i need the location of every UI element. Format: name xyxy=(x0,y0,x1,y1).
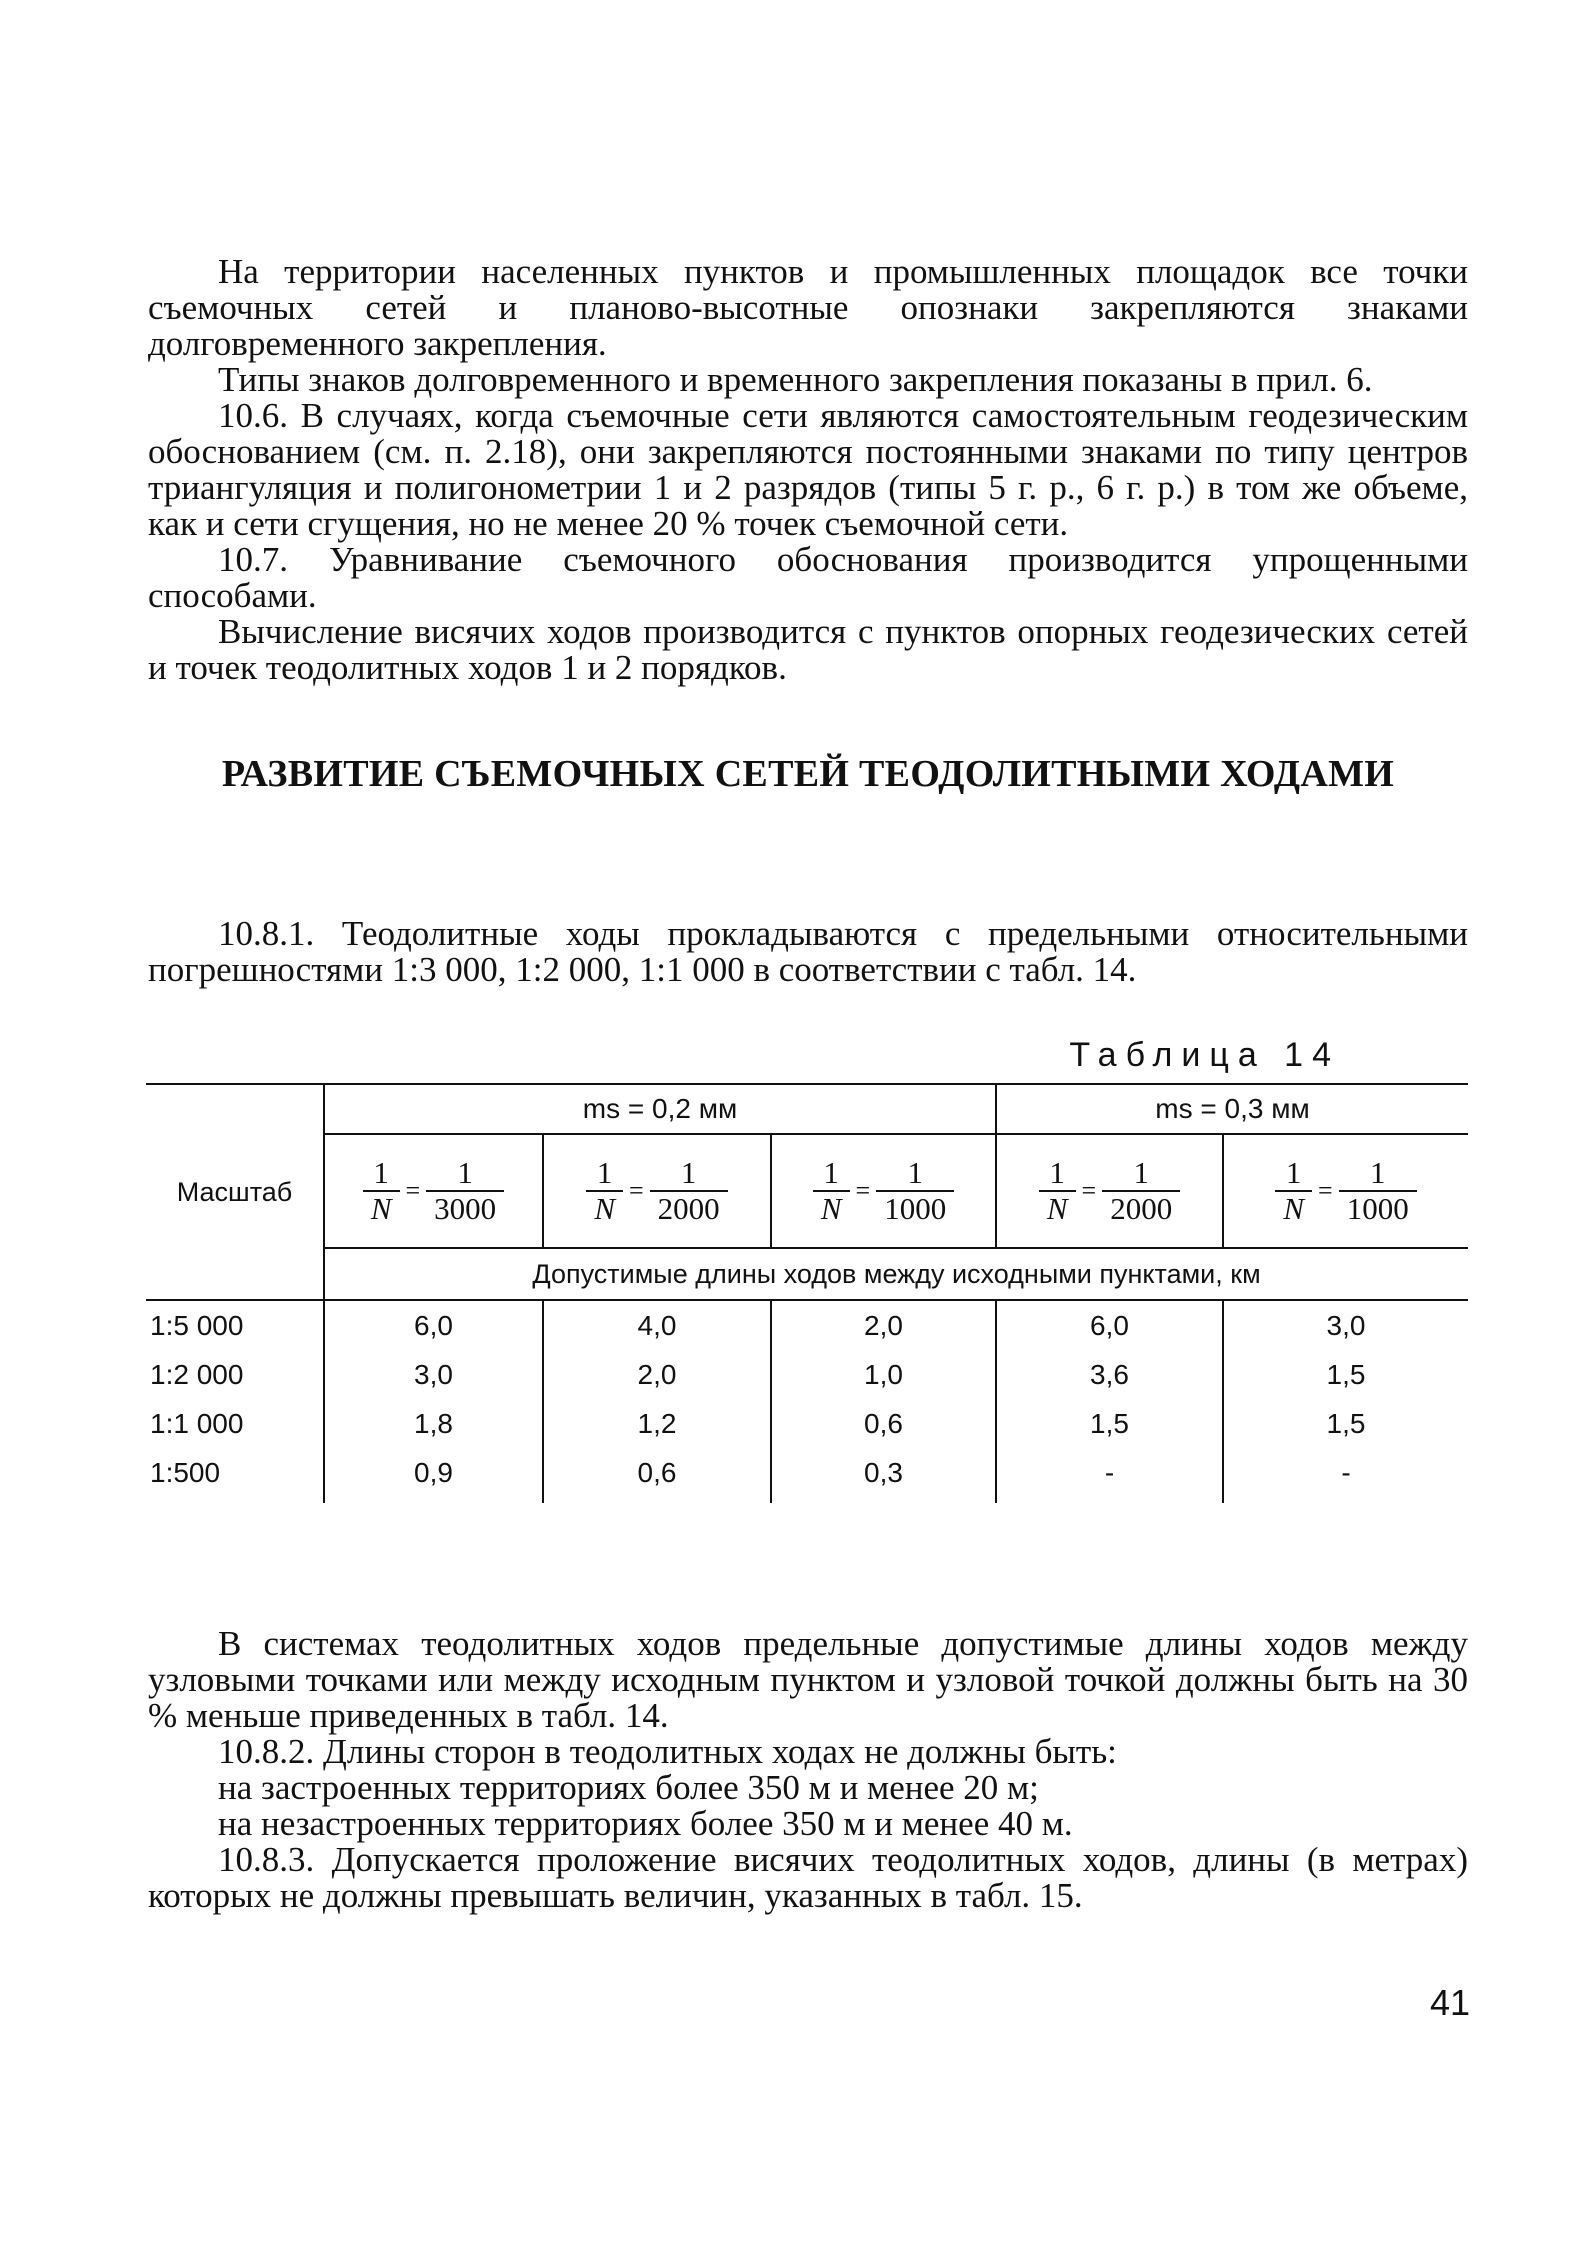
intro-section xyxy=(148,254,1468,686)
after-table-section xyxy=(148,1626,1468,1914)
value-cell: 1,0 xyxy=(771,1350,996,1399)
intro-paragraph-5: Вычисление висячих ходов производится с пунктов опорных геодезических сетей и точек теодолитных ходов 1 и 2 порядков. xyxy=(148,612,1468,687)
fraction-header xyxy=(1223,1134,1468,1248)
fraction-rhs-denominator: 1000 xyxy=(876,1190,954,1226)
value-cell: 1,5 xyxy=(996,1399,1223,1448)
clause-10-6: 10.6. В случаях, когда съемочные сети являются самостоятельным геодезическим обоснованием (см. п. 2.18), они закрепляются постоянными знаками по типу центров триангуляция и полигонометрии 1 и 2 разрядов (типы 5 г. р., 6 г. р.) в том же объеме, как и сети сгущения, но не менее 20 % точек съемочной сети. xyxy=(148,396,1468,543)
fraction-lhs-numerator: 1 xyxy=(823,1155,839,1190)
fraction-equals: = xyxy=(629,1176,644,1205)
fraction-header xyxy=(996,1134,1223,1248)
fraction-rhs-denominator: 2000 xyxy=(1102,1190,1180,1226)
value-cell: - xyxy=(1223,1448,1468,1503)
fraction-rhs-numerator: 1 xyxy=(1133,1155,1149,1190)
scale-header: Масштаб xyxy=(146,1084,324,1300)
clause-10-7: 10.7. Уравнивание съемочного обоснования производится упрощенными способами. xyxy=(148,540,1468,615)
fraction-equals: = xyxy=(855,1176,871,1205)
fraction-lhs-denominator: N xyxy=(1283,1191,1305,1226)
after-paragraph-1: В системах теодолитных ходов предельные допустимые длины ходов между узловыми точками или между исходным пунктом и узловой точкой должны быть на 30 % меньше приведенных в табл. 14. xyxy=(148,1624,1468,1735)
value-cell: 0,9 xyxy=(324,1448,543,1503)
unbuilt-territories-item: на незастроенных территориях более 350 м и менее 40 м. xyxy=(218,1804,1073,1843)
table-14 xyxy=(146,1083,1468,1503)
allowed-lengths-subheader: Допустимые длины ходов между исходными пунктами, км xyxy=(324,1248,1468,1300)
intro-paragraph-2: Типы знаков долговременного и временного закрепления показаны в прил. 6. xyxy=(218,360,1373,399)
value-cell: - xyxy=(996,1448,1223,1503)
fraction-rhs-denominator: 1000 xyxy=(1339,1190,1417,1226)
fraction-equals: = xyxy=(1081,1176,1097,1205)
fraction-equals: = xyxy=(1318,1176,1333,1205)
value-cell: 3,6 xyxy=(996,1350,1223,1399)
scale-cell: 1:5 000 xyxy=(146,1300,324,1350)
fraction-lhs-numerator: 1 xyxy=(373,1155,389,1190)
value-cell: 1,8 xyxy=(324,1399,543,1448)
value-cell: 0,6 xyxy=(771,1399,996,1448)
clause-10-8-3: 10.8.3. Допускается проложение висячих теодолитных ходов, длины (в метрах) которых не должны превышать величин, указанных в табл. 15. xyxy=(148,1840,1468,1915)
fraction-rhs-denominator: 3000 xyxy=(426,1190,504,1226)
page-number: 41 xyxy=(1429,1982,1470,2023)
fraction-lhs-denominator: N xyxy=(594,1191,615,1226)
scale-cell: 1:2 000 xyxy=(150,1358,244,1390)
fraction-rhs-numerator: 1 xyxy=(680,1155,697,1190)
fraction-lhs-numerator: 1 xyxy=(1285,1155,1302,1190)
clause-10-8-1-section xyxy=(148,916,1468,988)
value-cell: 0,6 xyxy=(543,1448,771,1503)
value-cell: 4,0 xyxy=(543,1300,771,1350)
value-cell: 6,0 xyxy=(996,1300,1223,1350)
group-header-ms-0-2: ms = 0,2 мм xyxy=(324,1084,996,1134)
table-row xyxy=(146,1448,1468,1503)
value-cell: 1,5 xyxy=(1223,1350,1468,1399)
value-cell: 1,2 xyxy=(543,1399,771,1448)
value-cell: 2,0 xyxy=(771,1300,996,1350)
table-title: Таблица 14 xyxy=(1069,1036,1340,1074)
value-cell: 3,0 xyxy=(1223,1300,1468,1350)
fraction-equals: = xyxy=(405,1176,421,1205)
scale-cell: 1:1 000 xyxy=(150,1407,244,1439)
value-cell: 3,0 xyxy=(324,1350,543,1399)
fraction-header xyxy=(324,1134,543,1248)
value-cell: 2,0 xyxy=(543,1350,771,1399)
fraction-lhs-numerator: 1 xyxy=(596,1155,613,1190)
value-cell: 0,3 xyxy=(771,1448,996,1503)
value-cell: 1,5 xyxy=(1223,1399,1468,1448)
fraction-header xyxy=(543,1134,771,1248)
fraction-header xyxy=(771,1134,996,1248)
scale-cell: 1:500 xyxy=(150,1456,221,1488)
table-header-row-2 xyxy=(146,1134,1468,1248)
fraction-lhs-numerator: 1 xyxy=(1049,1155,1065,1190)
table-row xyxy=(146,1300,1468,1350)
table-row xyxy=(146,1399,1468,1448)
group-header-ms-0-3: ms = 0,3 мм xyxy=(996,1084,1468,1134)
fraction-rhs-numerator: 1 xyxy=(1369,1155,1386,1190)
built-up-territories-item: на застроенных территориях более 350 м и менее 20 м; xyxy=(218,1768,1039,1807)
table-row xyxy=(146,1350,1468,1399)
table-header-row-3 xyxy=(146,1248,1468,1300)
fraction-lhs-denominator: N xyxy=(370,1191,392,1226)
value-cell: 6,0 xyxy=(324,1300,543,1350)
fraction-rhs-numerator: 1 xyxy=(457,1155,473,1190)
section-heading: РАЗВИТИЕ СЪЕМОЧНЫХ СЕТЕЙ ТЕОДОЛИТНЫМИ ХОДАМИ xyxy=(221,753,1395,795)
table-header-row-1 xyxy=(146,1084,1468,1134)
clause-10-8-1: 10.8.1. Теодолитные ходы прокладываются с предельными относительными погрешностями 1:3 000, 1:2 000, 1:1 000 в соответствии с табл. 14. xyxy=(148,914,1468,989)
fraction-lhs-denominator: N xyxy=(1046,1191,1068,1226)
fraction-rhs-denominator: 2000 xyxy=(650,1190,728,1226)
fraction-rhs-numerator: 1 xyxy=(907,1155,923,1190)
fraction-lhs-denominator: N xyxy=(820,1191,842,1226)
intro-paragraph-1: На территории населенных пунктов и промышленных площадок все точки съемочных сетей и планово-высотные опознаки закрепляются знаками долговременного закрепления. xyxy=(148,252,1468,363)
clause-10-8-2: 10.8.2. Длины сторон в теодолитных ходах не должны быть: xyxy=(218,1732,1117,1771)
